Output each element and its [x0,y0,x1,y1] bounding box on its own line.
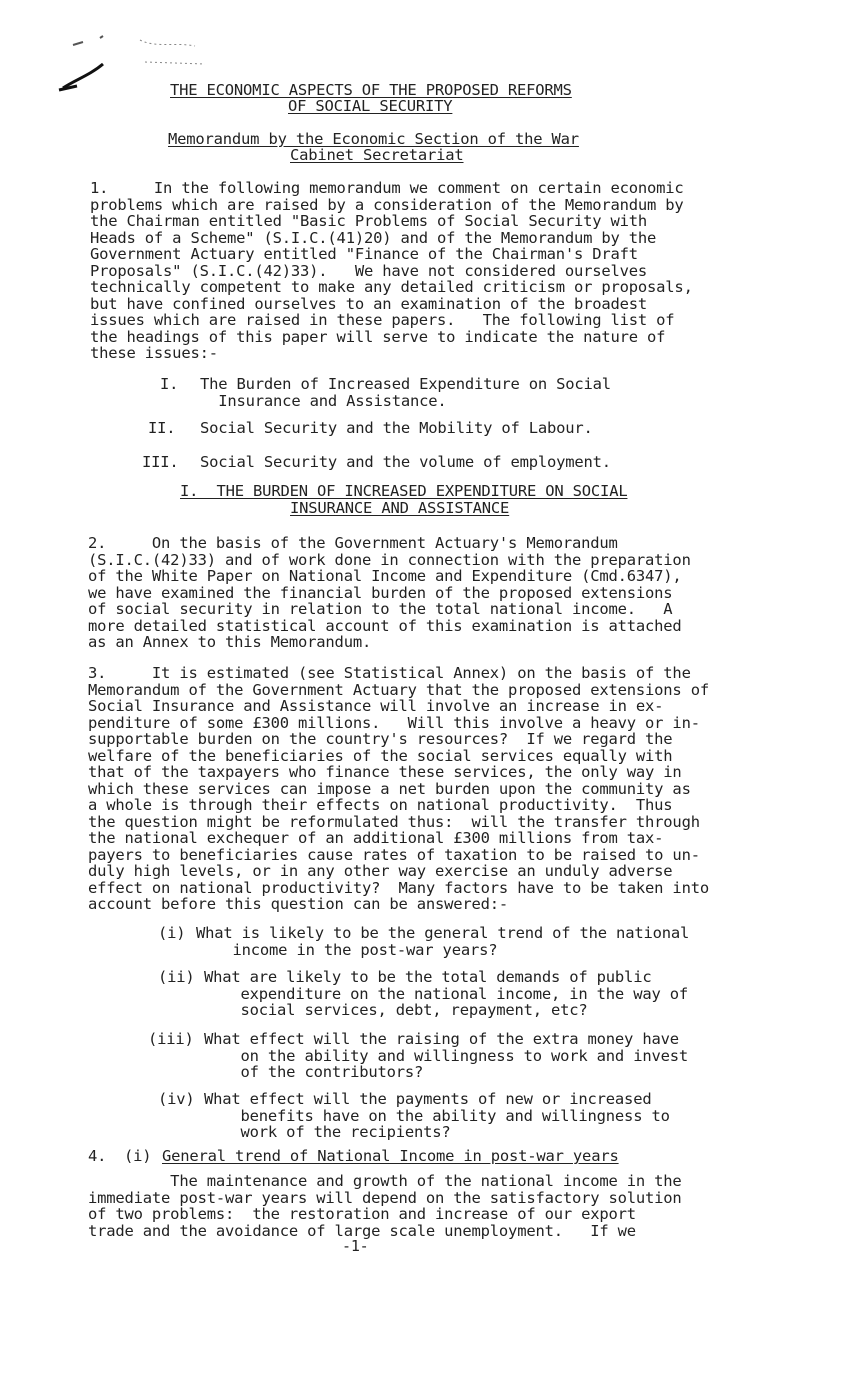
document-page: THE ECONOMIC ASPECTS OF THE PROPOSED REFORMS OF SOCIAL SECURITY Memorandum by the Economic Section of the War Cabinet Secretariat 1. In the following memorandum we comment on certain economic problems which are raised by a consideration of the Memorandum by the Chairman entitled "Basic Problems of Social Security with Heads of a Scheme" (S.I.C.(41)20) and of the Memorandum by the Government Actuary entitled "Finance of the Chairman's Draft Proposals" (S.I.C.(42)33). We have not considered ourselves technically competent to make any detailed criticism or proposals, but have confined ourselves to an examination of the broadest issues which are raised in these papers. The following list of the headings of this paper will serve to indicate the nature of these issues:- I. The Burden of Increased Expenditure on Social Insurance and Assistance. II. Social Security and the Mobility of Labour. III. Social Security and the volume of employment. I. THE BURDEN OF INCREASED EXPENDITURE ON SOCIAL INSURANCE AND ASSISTANCE 2. On the basis of the Government Actuary's Memorandum (S.I.C.(42)33) and of work done in connection with the preparation of the White Paper on National Income and Expenditure (Cmd.6347), we have examined the financial burden of the proposed extensions of social security in relation to the total national income. A more detailed statistical account of this examination is attached as an Annex to this Memorandum. 3. It is estimated (see Statistical Annex) on the basis of the Memorandum of the Government Actuary that the proposed extensions of Social Insurance and Assistance will involve an increase in ex- penditure of some £300 millions. Will this involve a heavy or in- supportable burden on the country's resources? If we regard the welfare of the beneficiaries of the social services equally with that of the taxpayers who finance these services, the only way in which these services can impose a net burden upon the community as a whole is through their effects on national productivity. Thus the question might be reformulated thus: will the transfer through the national exchequer of an additional £300 millions from tax- payers to beneficiaries cause rates of taxation to be raised to un- duly high levels, or in any other way exercise an unduly adverse effect on national productivity? Many factors have to be taken into account before this question can be answered:- (i) What is likely to be the general trend of the national income in the post-war years? (ii) What are likely to be the total demands of public expenditure on the national income, in the way of social services, debt, repayment, etc? (iii) What effect will the raising of the extra money have on the ability and willingness to work and invest of the contributors? (iv) What effect will the payments of new or increased benefits have on the ability and willingness to work of the recipients? 4. (i) General trend of National Income in post-war years The maintenance and growth of the national income in the immediate post-war years will depend on the satisfactory solution of two problems: the restoration and increase of our export trade and the avoidance of large scale unemployment. If we -1- [0,0,841,1386]
subsection-number: (i) [124,1147,152,1165]
list-item-number: I. [160,375,179,393]
question-text: income in the post-war years? [196,940,498,959]
subsection-heading: General trend of National Income in post-war years [162,1147,619,1165]
subtitle-line-1: Memorandum by the Economic Section of the War [168,130,579,148]
question-text: What effect will the payments of new or increased [204,1090,652,1108]
list-item: Insurance and Assistance. [200,391,447,410]
question-number: (iii) [148,1030,194,1048]
list-item: The Burden of Increased Expenditure on Social [200,375,611,393]
title-line-1: THE ECONOMIC ASPECTS OF THE PROPOSED REFORMS [170,81,572,99]
list-item: Social Security and the volume of employment. [200,453,611,471]
question-number: (iv) [158,1090,195,1108]
paragraph-number: 4. [88,1147,107,1165]
question-text: on the ability and willingness to work and invest [204,1046,688,1065]
question-text: benefits have on the ability and willingness to [204,1106,670,1125]
question-text: What effect will the raising of the extra money have [204,1030,679,1048]
question-number: (i) [158,924,186,942]
title-line-2: OF SOCIAL SECURITY [288,97,453,115]
list-item-number: III. [142,453,179,471]
subtitle-line-2: Cabinet Secretariat [290,146,464,164]
question-text: of the contributors? [204,1063,424,1081]
list-item-number: II. [148,419,176,437]
question-number: (ii) [158,968,195,986]
question-text: What is likely to be the general trend of the national [196,924,690,942]
list-item: Social Security and the Mobility of Labour. [200,419,593,437]
question-text: work of the recipients? [204,1123,451,1141]
section-heading-line-1: I. THE BURDEN OF INCREASED EXPENDITURE ON SOCIAL [180,482,628,500]
question-text: social services, debt, repayment, etc? [204,1001,588,1019]
section-heading-line-2: INSURANCE AND ASSISTANCE [290,499,510,517]
page-number: -1- [342,1237,369,1255]
question-text: What are likely to be the total demands of public [204,968,652,986]
question-text: expenditure on the national income, in the way of [204,984,688,1003]
